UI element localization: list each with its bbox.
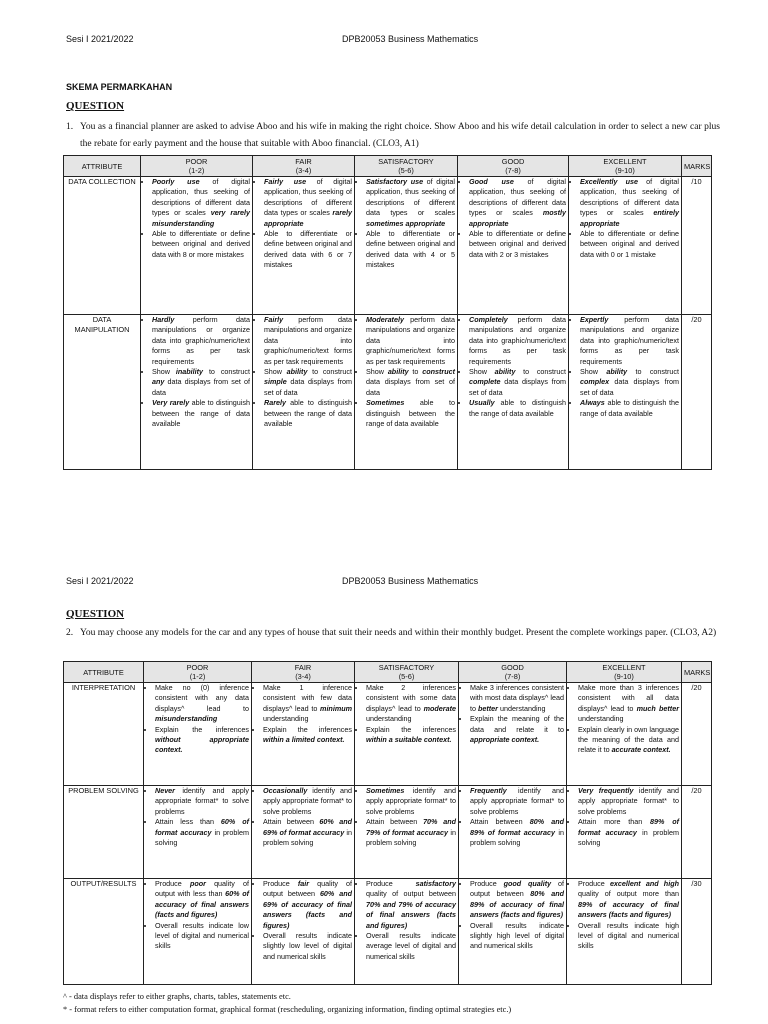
column-header (569, 156, 682, 177)
criteria-list (461, 879, 564, 952)
criteria-item: • Able to differentiate or define between original and derived data with 4 or 5 mistakes (366, 229, 455, 271)
rubric-row (64, 683, 712, 786)
column-header-range: (3-4) (295, 166, 312, 175)
criteria-item: • Attain more than 89% of format accuracy in problem solving (578, 817, 679, 848)
criteria-cell (355, 786, 459, 879)
criteria-list (255, 315, 352, 429)
criteria-item: • Able to differentiate or define between original and derived data with 2 or 3 mistakes (469, 229, 566, 260)
column-header-range: (9-10) (614, 672, 634, 681)
criteria-list (571, 315, 679, 419)
criteria-item: • Explain the inferences within a limited context. (263, 725, 352, 746)
column-header-name: GOOD (501, 157, 525, 166)
criteria-cell (253, 177, 355, 315)
marks-cell: /30 (682, 879, 712, 985)
attribute-cell: OUTPUT/RESULTS (64, 879, 144, 985)
criteria-item: • Poorly use of digital application, thus seeking of descriptions of different data types or scales very rarely misunderstanding (152, 177, 250, 229)
criteria-item: • Overall results indicate high level of digital and numerical skills (578, 921, 679, 952)
criteria-list (461, 683, 564, 745)
criteria-list (357, 315, 455, 429)
criteria-list (569, 683, 679, 756)
column-header-range: (3-4) (295, 672, 311, 681)
column-header (252, 662, 355, 683)
rubric-row (64, 879, 712, 985)
criteria-cell (569, 177, 682, 315)
criteria-list (143, 315, 250, 429)
criteria-item: • Expertly perform data manipulations and organize data into graphic/numeric/text forms as per task requirements (580, 315, 679, 367)
column-header (458, 156, 569, 177)
column-header (64, 156, 141, 177)
rubric-row (64, 177, 712, 315)
criteria-list (569, 879, 679, 952)
criteria-item: • Explain clearly in own language the meaning of the data and relate it to accurate context. (578, 725, 679, 756)
criteria-item: • Produce excellent and high quality of output more than 89% of accuracy of final answers (facts and figures) (578, 879, 679, 921)
criteria-list (460, 177, 566, 260)
criteria-item: • Good use of digital application, thus seeking of descriptions of different data types or scales mostly appropriate (469, 177, 566, 229)
criteria-cell (144, 683, 252, 786)
criteria-item: • Excellently use of digital application, thus seeking of descriptions of different data types or scales entirely appropriate (580, 177, 679, 229)
criteria-item: • Attain less than 60% of format accuracy in problem solving (155, 817, 249, 848)
criteria-item: • Satisfactory use of digital application, thus seeking of descriptions of different data types or scales sometimes appropriate (366, 177, 455, 229)
criteria-cell (458, 315, 569, 470)
marks-cell: /20 (682, 315, 712, 470)
footnote-format: * - format refers to either computation format, graphical format (rescheduling, organizing information, finding optimal strategies etc.) (63, 1005, 512, 1014)
column-header (144, 662, 252, 683)
marks-cell: /20 (682, 683, 712, 786)
column-header-range: (1-2) (188, 166, 205, 175)
attribute-cell: DATA COLLECTION (64, 177, 141, 315)
criteria-cell (355, 879, 459, 985)
rubric-table-2 (63, 661, 712, 985)
marks-cell: /10 (682, 177, 712, 315)
column-header-range: (9-10) (615, 166, 635, 175)
marks-cell: /20 (682, 786, 712, 879)
criteria-item: • Show ability to construct complex data displays from set of data (580, 367, 679, 398)
criteria-item: • Make no (0) inference consistent with any data displays^ lead to misunderstanding (155, 683, 249, 725)
column-header (64, 662, 144, 683)
criteria-cell (252, 879, 355, 985)
criteria-item: • Able to differentiate or define between original and derived data with 8 or more mistakes (152, 229, 250, 260)
column-header (141, 156, 253, 177)
question-1-text: 1. You as a financial planner are asked to advise Aboo and his wife in making the right choice. Show Aboo and his wife detail calculation in order to select a new car plus the rebate for early payment and the house that suitable with Aboo financial. (CLO3, A1) (80, 119, 720, 153)
question-2-label: QUESTION (66, 608, 125, 620)
rubric-row (64, 786, 712, 879)
criteria-list (357, 786, 456, 848)
column-header-name: SATISFACTORY (378, 663, 435, 672)
column-header (567, 662, 682, 683)
criteria-cell (144, 786, 252, 879)
criteria-list (146, 786, 249, 848)
criteria-item: • Rarely able to distinguish between the range of data available (264, 398, 352, 429)
column-header-name: ATTRIBUTE (81, 161, 123, 171)
criteria-list (461, 786, 564, 848)
criteria-list (143, 177, 250, 260)
criteria-item: • Explain the meaning of the data and relate it to appropriate context. (470, 714, 564, 745)
criteria-item: • Sometimes able to distinguish between the range of data available (366, 398, 455, 429)
column-header-name: EXCELLENT (602, 663, 646, 672)
criteria-item: • Attain between 80% and 89% of format accuracy in problem solving (470, 817, 564, 848)
column-header-name: POOR (185, 157, 208, 166)
criteria-cell (569, 315, 682, 470)
page-header-course: DPB20053 Business Mathematics (342, 34, 479, 44)
column-header-name: EXCELLENT (603, 157, 647, 166)
criteria-item: • Produce poor quality of output with less than 60% of accuracy of final answers (facts and figures) (155, 879, 249, 921)
column-header-name: FAIR (294, 663, 312, 672)
column-header-range: (5-6) (398, 672, 415, 681)
criteria-cell (459, 683, 567, 786)
criteria-list (146, 683, 249, 756)
criteria-cell (253, 315, 355, 470)
criteria-cell (459, 786, 567, 879)
question-2-text: 2. You may choose any models for the car and any types of house that suit their needs and within their monthly budget. Present the complete workings paper. (CLO3, A2) (80, 625, 720, 642)
criteria-item: • Very frequently identify and apply appropriate format* to solve problems (578, 786, 679, 817)
column-header (459, 662, 567, 683)
column-header (355, 662, 459, 683)
criteria-cell (141, 177, 253, 315)
criteria-item: • Sometimes identify and apply appropriate format* to solve problems (366, 786, 456, 817)
rubric-header-row (64, 156, 712, 177)
criteria-item: • Never identify and apply appropriate format* to solve problems (155, 786, 249, 817)
column-header-name: POOR (186, 663, 209, 672)
criteria-item: • Make 1 inference consistent with few data displays^ lead to minimum understanding (263, 683, 352, 725)
criteria-item: • Make more than 3 inferences consistent with all data displays^ lead to much better understanding (578, 683, 679, 725)
column-header-name: SATISFACTORY (378, 157, 434, 166)
criteria-item: • Moderately perform data manipulations and organize data into graphic/numeric/text forms as per task requirements (366, 315, 455, 367)
column-header-name: MARKS (684, 161, 711, 171)
criteria-item: • Show inability to construct any data displays from set of data (152, 367, 250, 398)
rubric-row (64, 315, 712, 470)
criteria-cell (567, 786, 682, 879)
question-1-number: 1. (66, 122, 74, 132)
criteria-item: • Occasionally identify and apply appropriate format* to solve problems (263, 786, 352, 817)
criteria-item: • Produce fair quality of output between 60% and 69% of accuracy of final answers (facts and figures) (263, 879, 352, 931)
column-header-name: FAIR (295, 157, 312, 166)
criteria-list (254, 879, 352, 962)
criteria-cell (355, 315, 458, 470)
criteria-item: • Overall results indicate average level of digital and numerical skills (366, 931, 456, 962)
question-1-label: QUESTION (66, 100, 125, 112)
column-header-range: (5-6) (398, 166, 414, 175)
criteria-item: • Show ability to construct data displays from set of data (366, 367, 455, 398)
criteria-list (146, 879, 249, 952)
criteria-item: • Completely perform data manipulations and organize data into graphic/numeric/text forms as per task requirements (469, 315, 566, 367)
criteria-item: • Produce satisfactory quality of output between 70% and 79% of accuracy of final answers (facts and figures) (366, 879, 456, 931)
criteria-item: • Attain between 60% and 69% of format accuracy in problem solving (263, 817, 352, 848)
column-header (682, 156, 712, 177)
criteria-item: • Attain between 70% and 79% of format accuracy in problem solving (366, 817, 456, 848)
criteria-list (569, 786, 679, 848)
criteria-item: • Able to differentiate or define between original and derived data with 0 or 1 mistake (580, 229, 679, 260)
column-header (682, 662, 712, 683)
attribute-cell: DATA MANIPULATION (64, 315, 141, 470)
criteria-item: • Always able to distinguish the range of data available (580, 398, 679, 419)
criteria-item: • Fairly perform data manipulations and organize data into graphic/numeric/text forms as per task requirements (264, 315, 352, 367)
criteria-cell (355, 683, 459, 786)
criteria-item: • Produce good quality of output between 80% and 89% of accuracy of final answers (facts and figures) (470, 879, 564, 921)
column-header (355, 156, 458, 177)
criteria-item: • Usually able to distinguish the range of data available (469, 398, 566, 419)
criteria-item: • Frequently identify and apply appropriate format* to solve problems (470, 786, 564, 817)
column-header-range: (7-8) (504, 672, 521, 681)
criteria-list (460, 315, 566, 419)
criteria-item: • Able to differentiate or define between original and derived data with 6 or 7 mistakes (264, 229, 352, 271)
criteria-cell (141, 315, 253, 470)
page-header-course: DPB20053 Business Mathematics (342, 576, 479, 586)
column-header-name: ATTRIBUTE (83, 667, 124, 677)
footnote-data-displays: ^ - data displays refer to either graphs, charts, tables, statements etc. (63, 992, 291, 1001)
column-header-name: GOOD (501, 663, 524, 672)
rubric-table-1 (63, 155, 712, 470)
scheme-title: SKEMA PERMARKAHAN (66, 82, 173, 92)
criteria-item: • Make 2 inferences consistent with some data displays^ lead to moderate understanding (366, 683, 456, 725)
page-header-session: Sesi I 2021/2022 (66, 576, 134, 586)
criteria-item: • Show ability to construct complete data displays from set of data (469, 367, 566, 398)
criteria-list (357, 177, 455, 271)
column-header-range: (1-2) (189, 672, 206, 681)
criteria-cell (567, 879, 682, 985)
criteria-item: • Make 3 inferences consistent with most data displays^ lead to better understanding (470, 683, 564, 714)
criteria-list (357, 879, 456, 962)
criteria-list (571, 177, 679, 260)
rubric-header-row (64, 662, 712, 683)
criteria-list (254, 683, 352, 745)
criteria-list (255, 177, 352, 271)
criteria-cell (252, 683, 355, 786)
criteria-item: • Fairly use of digital application, thus seeking of descriptions of different data types or scales rarely appropriate (264, 177, 352, 229)
criteria-list (254, 786, 352, 848)
criteria-cell (459, 879, 567, 985)
criteria-item: • Very rarely able to distinguish between the range of data available (152, 398, 250, 429)
criteria-item: • Show ability to construct simple data displays from set of data (264, 367, 352, 398)
criteria-cell (252, 786, 355, 879)
column-header (253, 156, 355, 177)
column-header-name: MARKS (684, 667, 711, 677)
column-header-range: (7-8) (505, 166, 521, 175)
criteria-cell (567, 683, 682, 786)
attribute-cell: PROBLEM SOLVING (64, 786, 144, 879)
criteria-list (357, 683, 456, 745)
criteria-cell (355, 177, 458, 315)
attribute-cell: INTERPRETATION (64, 683, 144, 786)
criteria-cell (458, 177, 569, 315)
criteria-item: • Explain the inferences within a suitable context. (366, 725, 456, 746)
criteria-cell (144, 879, 252, 985)
criteria-item: • Overall results indicate slightly low level of digital and numerical skills (263, 931, 352, 962)
criteria-item: • Overall results indicate slightly high level of digital and numerical skills (470, 921, 564, 952)
page-header-session: Sesi I 2021/2022 (66, 34, 134, 44)
question-2-number: 2. (66, 628, 74, 638)
criteria-item: • Hardly perform data manipulations or organize data into graphic/numeric/text forms as per task requirements (152, 315, 250, 367)
criteria-item: • Overall results indicate low level of digital and numerical skills (155, 921, 249, 952)
criteria-item: • Explain the inferences without appropriate context. (155, 725, 249, 756)
